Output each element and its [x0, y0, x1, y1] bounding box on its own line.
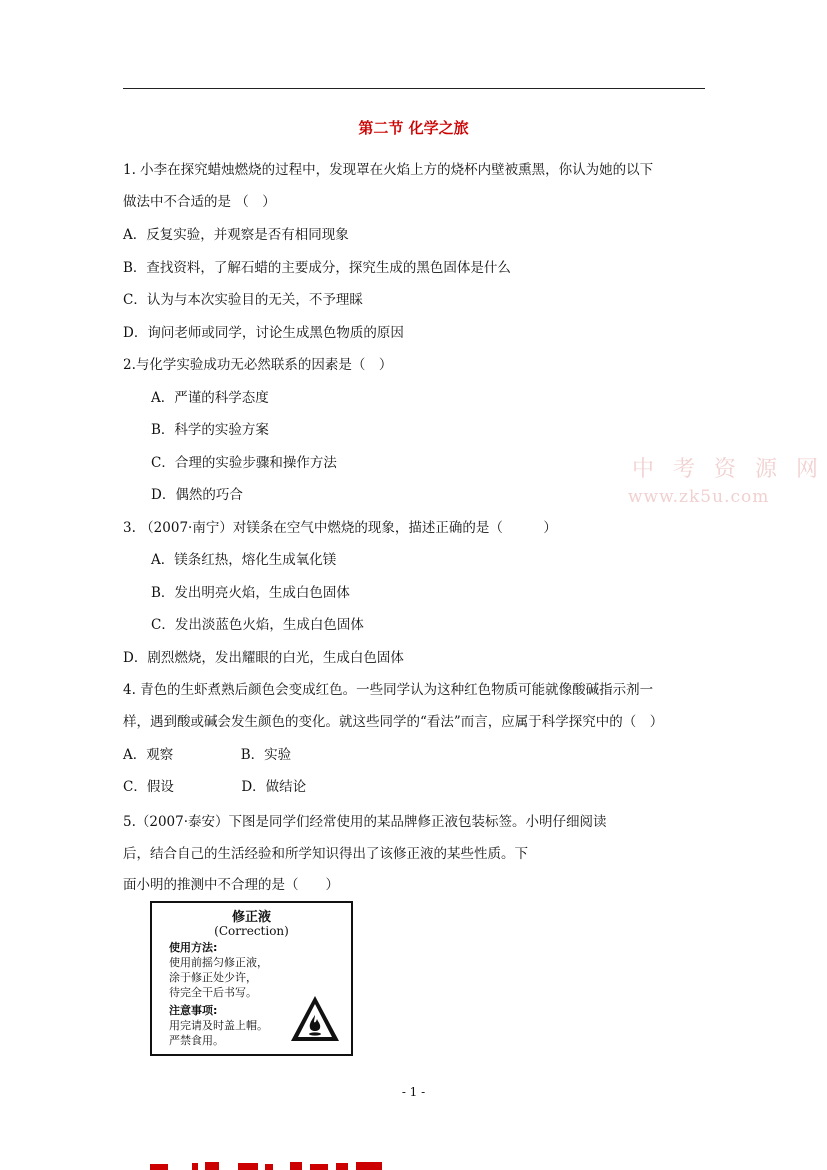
- correction-fluid-label: [150, 901, 353, 1056]
- notes-line: 严禁食用。: [169, 1034, 224, 1047]
- q4-stem-line2: 样，遇到酸或碱会发生颜色的变化。就这些同学的“看法”而言，应属于科学探究中的（ ）: [123, 714, 664, 730]
- usage-heading: 使用方法:: [169, 941, 218, 954]
- cut-off-red-text-decoration: [150, 1160, 390, 1170]
- q1-stem-line1: 1. 小李在探究蜡烛燃烧的过程中，发现罩在火焰上方的烧杯内壁被熏黑，你认为她的以下: [123, 162, 654, 178]
- q3-option-c: C．发出淡蓝色火焰，生成白色固体: [151, 617, 364, 633]
- q2-option-c: C．合理的实验步骤和操作方法: [151, 455, 337, 471]
- watermark-url: www.zk5u.com: [628, 487, 770, 507]
- q1-stem-line2: 做法中不合适的是 （ ）: [123, 194, 276, 210]
- q1-option-a: A．反复实验，并观察是否有相同现象: [123, 227, 349, 243]
- notes-heading: 注意事项:: [169, 1004, 218, 1017]
- q3-option-d: D．剧烈燃烧，发出耀眼的白光，生成白色固体: [123, 650, 404, 666]
- q5-stem-line3: 面小明的推测中不合理的是（ ）: [123, 877, 339, 893]
- q1-option-d: D．询问老师或同学，讨论生成黑色物质的原因: [123, 325, 404, 341]
- watermark-cn: 中 考 资 源 网: [632, 457, 824, 482]
- q5-stem-line2: 后，结合自己的生活经验和所学知识得出了该修正液的某些性质。下: [123, 846, 528, 862]
- q2-stem: 2.与化学实验成功无必然联系的因素是（ ）: [123, 357, 393, 373]
- label-subtitle: (Correction): [214, 924, 289, 938]
- page-number: - 1 -: [401, 1085, 426, 1099]
- label-title: 修正液: [231, 910, 271, 925]
- q4-stem-line1: 4. 青色的生虾煮熟后颜色会变成红色。一些同学认为这种红色物质可能就像酸碱指示剂一: [123, 682, 654, 698]
- q2-option-a: A．严谨的科学态度: [151, 390, 269, 406]
- notes-line: 用完请及时盖上帽。: [169, 1019, 268, 1032]
- q3-option-a: A．镁条红热，熔化生成氧化镁: [151, 552, 337, 568]
- page-title: 第二节 化学之旅: [358, 119, 469, 137]
- flammable-warning-icon: [289, 993, 341, 1045]
- q1-option-b: B．查找资料，了解石蜡的主要成分，探究生成的黑色固体是什么: [123, 260, 511, 276]
- usage-line: 使用前摇匀修正液，: [169, 956, 268, 969]
- q2-option-d: D．偶然的巧合: [151, 487, 243, 503]
- q1-option-c: C．认为与本次实验目的无关，不予理睬: [123, 292, 363, 308]
- q4-options-cd: C．假设 D．做结论: [123, 779, 307, 795]
- q2-option-b: B．科学的实验方案: [151, 422, 269, 438]
- q3-option-b: B．发出明亮火焰，生成白色固体: [151, 585, 350, 601]
- usage-line: 待完全干后书写。: [169, 986, 257, 999]
- q3-stem: 3. （2007·南宁）对镁条在空气中燃烧的现象，描述正确的是（ ）: [123, 520, 557, 536]
- header-rule: [123, 88, 705, 89]
- usage-line: 涂于修正处少许，: [169, 971, 257, 984]
- q5-stem-line1: 5.（2007·泰安）下图是同学们经常使用的某品牌修正液包装标签。小明仔细阅读: [123, 814, 607, 830]
- q4-options-ab: A．观察 B．实验: [123, 747, 292, 763]
